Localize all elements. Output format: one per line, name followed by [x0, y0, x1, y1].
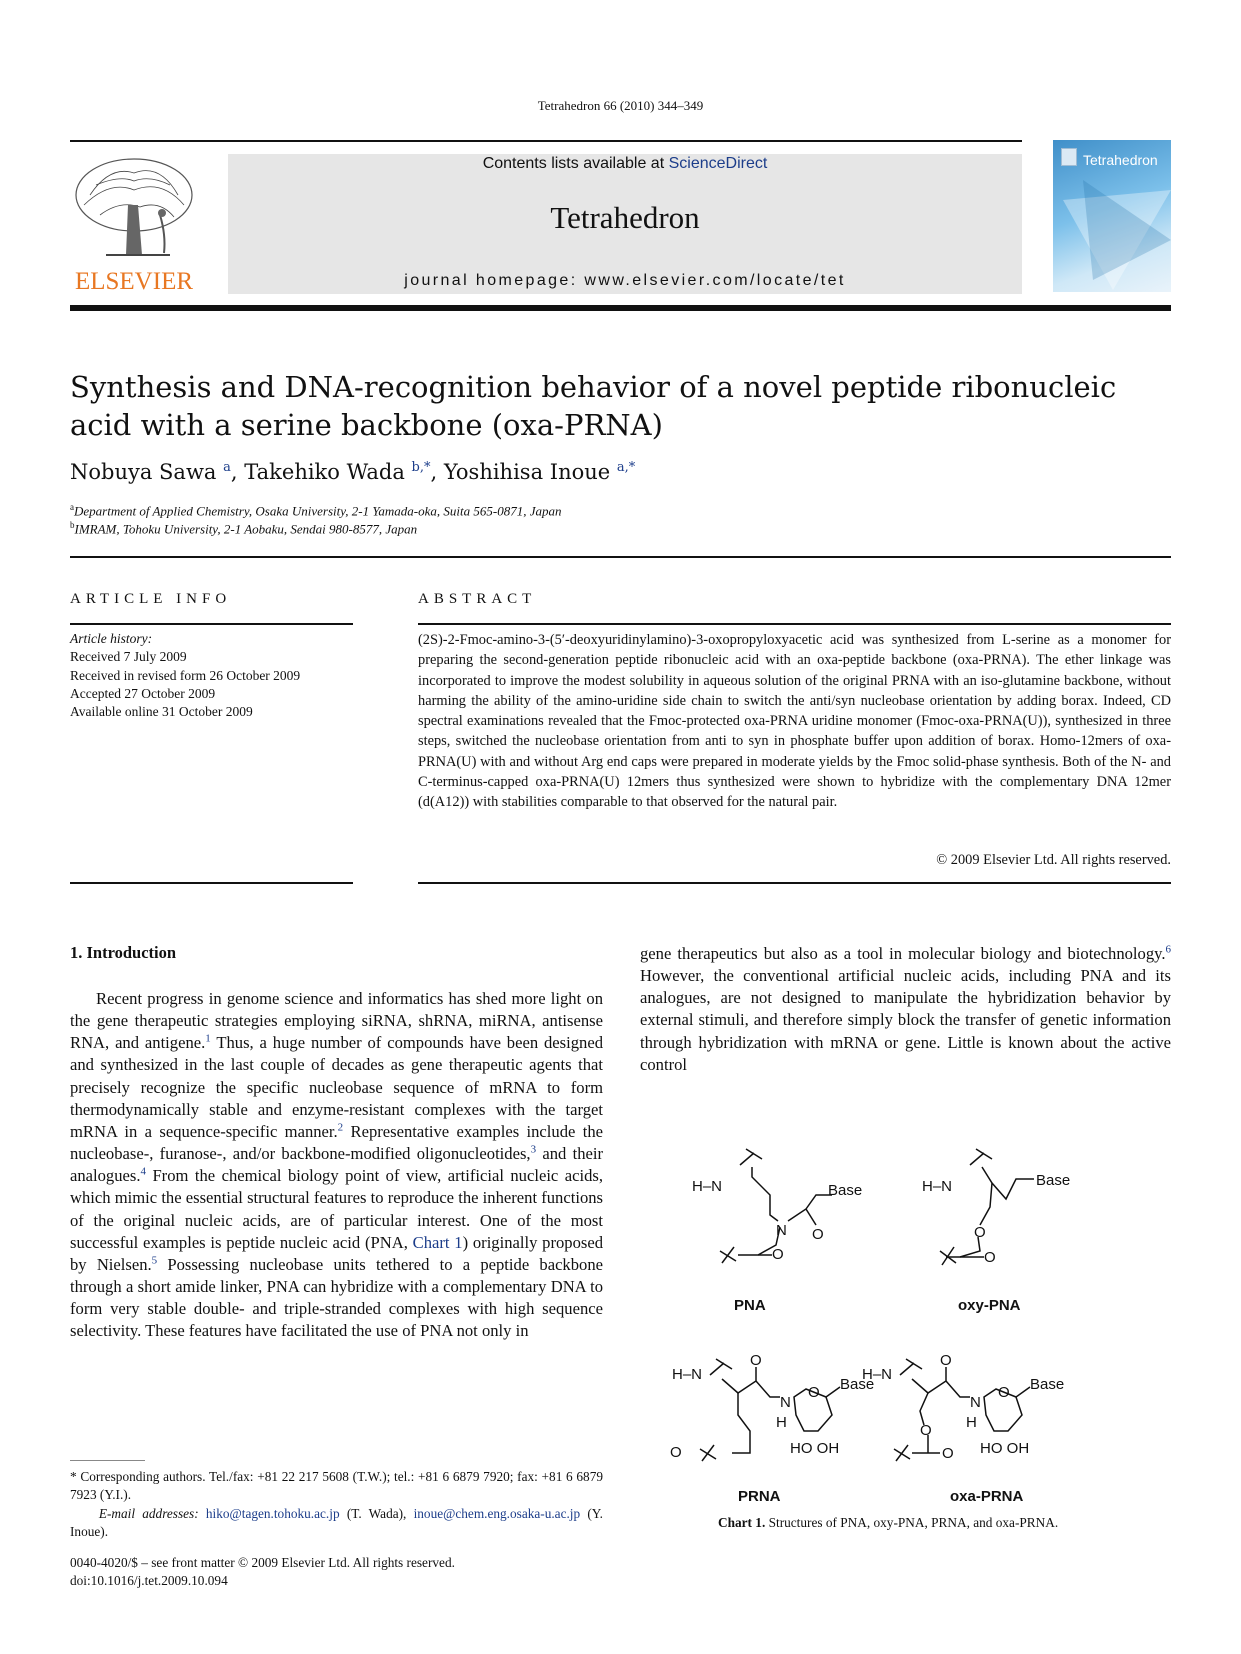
atom-label: N: [776, 1222, 787, 1239]
author-affiliation-mark[interactable]: a,*: [616, 460, 636, 475]
base-label: Base: [828, 1182, 863, 1199]
cover-logo-icon: [1061, 148, 1077, 166]
intro-text: Thus, a huge number of compounds have been designed and synthesized in the last couple of decades as gene therapeutic agents that precisely recognize the specific nucleobase sequence of mRNA to form thermodynamically stable and enzyme-resistant complexes with the target mRNA in a sequence-specific manner.: [70, 1033, 603, 1141]
author-name: Takehiko Wada: [244, 460, 405, 484]
atom-label: O: [750, 1352, 762, 1369]
reference-link[interactable]: 5: [151, 1254, 158, 1267]
affiliation: [70, 502, 561, 519]
reference-link[interactable]: 3: [530, 1143, 537, 1156]
atom-label: N: [780, 1394, 791, 1411]
footnote-rule: [70, 1460, 145, 1461]
cover-title: Tetrahedron: [1083, 152, 1158, 168]
article-title: Synthesis and DNA-recognition behavior of a novel peptide ribonucleic acid with a serine backbone (oxa-PRNA): [70, 370, 1117, 442]
intro-text: Recent progress in genome science and informatics has shed more light on the gene therapeutic strategies employing siRNA, shRNA, miRNA, antisense RNA, and antigene.: [70, 989, 603, 1053]
structure-label-pna: PNA: [734, 1297, 766, 1314]
history-label: Article history:: [70, 631, 153, 646]
header-thick-rule: [70, 305, 1171, 311]
atom-label: O: [984, 1249, 996, 1266]
reference-link[interactable]: 2: [337, 1121, 344, 1134]
structure-label-oxy-pna: oxy-PNA: [958, 1297, 1021, 1314]
abstract-text: (2S)-2-Fmoc-amino-3-(5′-deoxyuridinylamino)-3-oxopropyloxyacetic acid was synthesized from L-serine as a monomer for preparing the second-generation peptide ribonucleic acid with an oxa-peptide backbone (oxa-PRNA). The ether linkage was incorporated to improve the modest solubility in aqueous solution of the original PRNA with an iso-glutamine backbone, without harming the ability of the amino-uridine side chain to switch the anti/syn nucleobase orientation by adding borax. Indeed, CD spectral examinations revealed that the Fmoc-protected oxa-PRNA uridine monomer (Fmoc-oxa-PRNA(U)), synthesized in three steps, switched the nucleobase orientation from anti to syn in phosphate buffer upon addition of borax. Homo-12mers of oxa-PRNA(U) with and without Arg end caps were prepared in moderate yields by the Fmoc solid-phase synthesis. Both of the N- and C-terminus-capped oxa-PRNA(U) 12mers thus synthesized were shown to hybridize with the complementary DNA 12mer (d(A12)) with stabilities comparable to that observed for the natural pair.: [418, 632, 1171, 811]
atom-label: O: [772, 1246, 784, 1263]
chemical-structures-figure: [670, 1135, 1120, 1505]
abstract-bottom-rule: [418, 882, 1171, 884]
affiliation-text: Department of Applied Chemistry, Osaka University, 2-1 Yamada-oka, Suita 565-0871, Japan: [74, 503, 562, 519]
section-heading: 1. Introduction: [70, 943, 177, 962]
author-affiliation-mark[interactable]: a: [223, 460, 231, 475]
info-bottom-rule: [70, 882, 353, 884]
intro-text: ) originally proposed by Nielsen.: [70, 1232, 604, 1274]
caption-label: Chart 1.: [718, 1515, 766, 1530]
atom-label: O: [974, 1224, 986, 1241]
chart-structures: [670, 1135, 1120, 1505]
publisher-wordmark: ELSEVIER: [74, 268, 194, 295]
info-top-rule: [70, 623, 353, 625]
author-list: Nobuya Sawa $^a$, Takehiko Wada $^{b,*}$, Yoshihisa Inoue $^{a,*}$: [70, 460, 636, 484]
affiliation-mark: a: [70, 502, 74, 512]
intro-text: However, the conventional artificial nucleic acids, including PNA and its analogues, are not designed to manipulate the hybridization behavior by external stimuli, and therefore simply block the transfer of genetic information through hybridization with mRNA or gene. Little is known about the active control: [640, 966, 1171, 1074]
atom-label: H: [966, 1414, 977, 1431]
journal-reference: Tetrahedron 66 (2010) 344–349: [537, 98, 704, 113]
article-info-heading: ARTICLE INFO: [70, 591, 232, 607]
abstract-top-rule: [418, 623, 1171, 625]
atom-label: H: [776, 1414, 787, 1431]
affiliation-mark: b: [70, 520, 75, 530]
hydroxyl-label: HO OH: [980, 1440, 1030, 1457]
email-link[interactable]: inoue@chem.eng.osaka-u.ac.jp: [413, 1505, 581, 1521]
intro-text: Possessing nucleobase units tethered to a peptide backbone through a short amide linker, PNA can hybridize with a complementary DNA to form very stable double- and triple-stranded complexes with high sequence selectivity. These features have facilitated the use of PNA not only in: [70, 1254, 603, 1341]
atom-label: H–N: [862, 1366, 893, 1383]
caption-text: Structures of PNA, oxy-PNA, PRNA, and oxa-PRNA.: [765, 1515, 1059, 1530]
author-affiliation-mark[interactable]: b,*: [411, 460, 431, 475]
article-history: [70, 630, 300, 721]
author-name: Yoshihisa Inoue: [443, 460, 611, 484]
atom-label: O: [998, 1384, 1010, 1401]
history-accepted: Accepted 27 October 2009: [70, 685, 216, 701]
chart-link[interactable]: Chart 1: [412, 1232, 463, 1252]
intro-text: gene therapeutics but also as a tool in molecular biology and biotechnology.: [640, 944, 1166, 963]
sciencedirect-link[interactable]: ScienceDirect: [668, 155, 768, 172]
atom-label: O: [920, 1422, 932, 1439]
email-owner: (T. Wada),: [339, 1505, 414, 1521]
reference-link[interactable]: 6: [1165, 943, 1171, 956]
abstract-heading: ABSTRACT: [418, 591, 537, 607]
atom-label: O: [942, 1445, 954, 1462]
header-top-rule: [70, 140, 1022, 142]
atom-label: H–N: [672, 1366, 703, 1383]
atom-label: O: [940, 1352, 952, 1369]
base-label: Base: [840, 1376, 875, 1393]
intro-text: and their analogues.: [70, 1144, 603, 1186]
section-rule: [70, 556, 1171, 558]
footnotes: [70, 1468, 603, 1541]
doi[interactable]: doi:10.1016/j.tet.2009.10.094: [70, 1573, 228, 1589]
journal-title: Tetrahedron: [550, 200, 700, 235]
email-label: E-mail addresses:: [98, 1505, 199, 1521]
intro-left-column: [70, 988, 603, 1343]
history-received: Received 7 July 2009: [70, 649, 187, 665]
journal-cover-image: [1053, 140, 1171, 292]
front-matter: [70, 1554, 455, 1591]
corresponding-authors: * Corresponding authors. Tel./fax: +81 22 217 5608 (T.W.); tel.: +81 6 6879 7920; fax: +81 6 6879 7923 (Y.I.).: [70, 1469, 603, 1503]
contents-prefix: Contents lists available at: [482, 155, 665, 172]
author-name: Nobuya Sawa: [70, 460, 217, 484]
email-owner: (Y. Inoue).: [70, 1505, 604, 1539]
atom-label: H–N: [692, 1178, 723, 1195]
journal-banner: [228, 154, 1022, 294]
intro-text: From the chemical biology point of view, artificial nucleic acids, which mimic the essential structural features to reproduce the inherent functions of the original nucleic acids, are of particular interest. One of the most successful examples is peptide nucleic acid (PNA,: [70, 1166, 603, 1252]
atom-label: O: [812, 1226, 824, 1243]
base-label: Base: [1030, 1376, 1065, 1393]
reference-link[interactable]: 4: [140, 1165, 146, 1178]
abstract-copyright: © 2009 Elsevier Ltd. All rights reserved.: [936, 852, 1171, 868]
affiliation-text: IMRAM, Tohoku University, 2-1 Aobaku, Sendai 980-8577, Japan: [74, 521, 418, 537]
intro-right-column: [640, 943, 1171, 1076]
chart-caption: [718, 1515, 1058, 1531]
email-link[interactable]: hiko@tagen.tohoku.ac.jp: [205, 1505, 340, 1521]
hydroxyl-label: HO OH: [790, 1440, 840, 1457]
journal-homepage[interactable]: journal homepage: www.elsevier.com/locate/tet: [404, 272, 846, 289]
atom-label: O: [670, 1444, 682, 1461]
structure-label-oxa-prna: oxa-PRNA: [950, 1488, 1024, 1505]
affiliation: [70, 520, 417, 537]
history-revised: Received in revised form 26 October 2009: [70, 667, 301, 683]
base-label: Base: [1036, 1172, 1071, 1189]
reference-link[interactable]: 1: [205, 1032, 211, 1045]
email-addresses: [70, 1505, 603, 1542]
atom-label: O: [808, 1384, 820, 1401]
contents-line: [228, 154, 1022, 174]
intro-text: Representative examples include the nucleobase-, furanose-, and/or backbone-modified oligonucleotides,: [70, 1121, 603, 1164]
atom-label: N: [970, 1394, 981, 1411]
history-online: Available online 31 October 2009: [70, 704, 253, 720]
atom-label: H–N: [922, 1178, 953, 1195]
structure-label-prna: PRNA: [738, 1488, 781, 1505]
front-matter-line: 0040-4020/$ – see front matter © 2009 Elsevier Ltd. All rights reserved.: [70, 1555, 455, 1570]
